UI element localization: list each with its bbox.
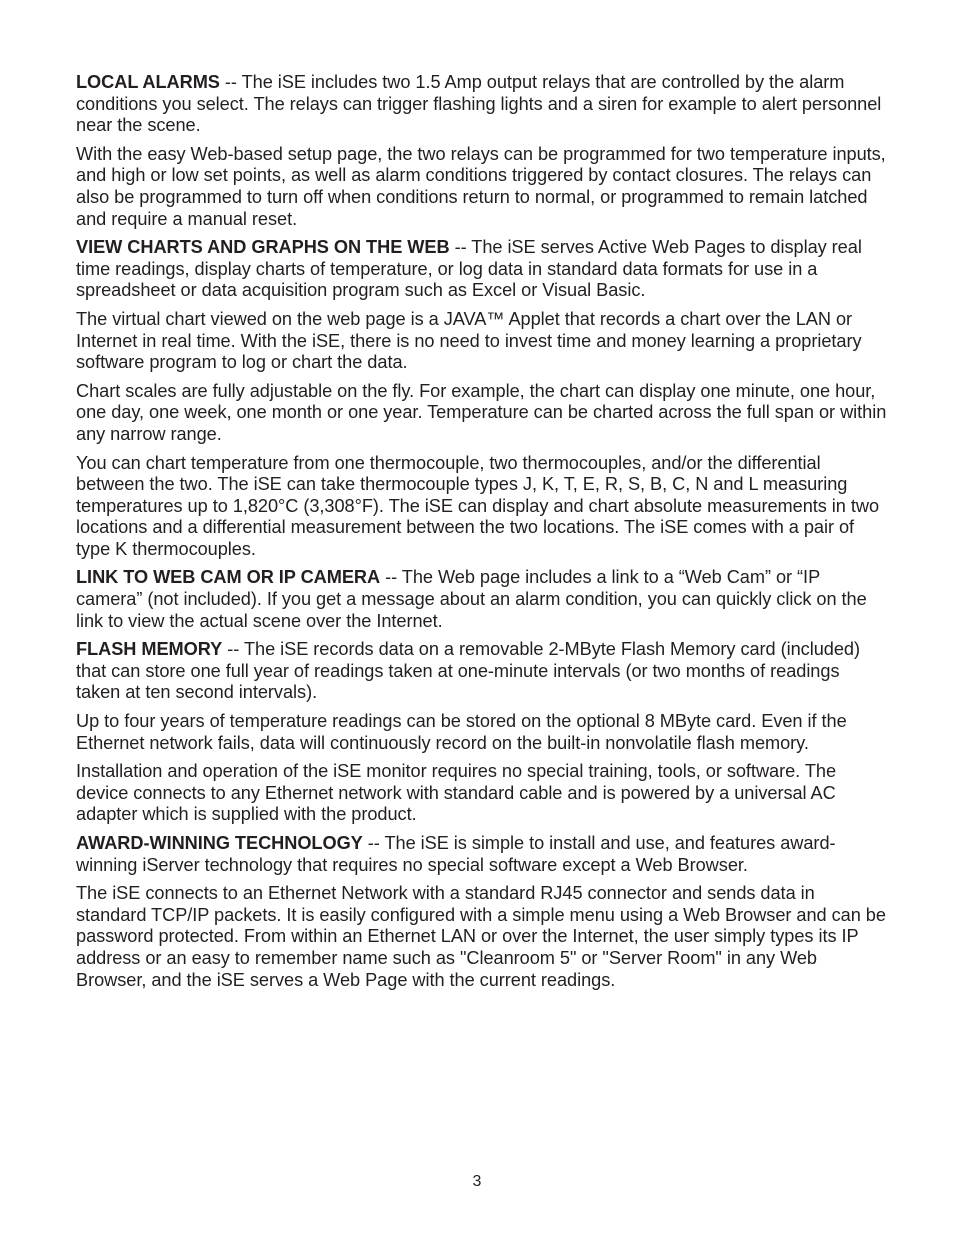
paragraph-award-winning <box>76 833 888 876</box>
section-heading: AWARD-WINNING TECHNOLOGY <box>76 833 363 853</box>
paragraph-text: With the easy Web-based setup page, the two relays can be programmed for two temperature inputs, and high or low set points, as well as alarm conditions triggered by contact closures. The relays can also be programmed to turn off when conditions return to normal, or programmed to remain latched and require a manual reset. <box>76 143 886 229</box>
paragraph-text: The iSE connects to an Ethernet Network with a standard RJ45 connector and sends data in standard TCP/IP packets. It is easily configured with a simple menu using a Web Browser and can be password protected. From within an Ethernet LAN or over the Internet, the user simply types its IP address or an easy to remember name such as "Cleanroom 5" or "Server Room" in any Web Browser, and the iSE serves a Web Page with the current readings. <box>76 883 886 990</box>
paragraph-ethernet <box>76 883 888 991</box>
section-heading: FLASH MEMORY <box>76 639 223 660</box>
paragraph-text: You can chart temperature from one thermocouple, two thermocouples, and/or the differential between the two. The iSE can take thermocouple types J, K, T, E, R, S, B, C, N and L measuring temperatures up to 1,820°C (3,308°F). The iSE can display and chart absolute measurements in two locations and a differential measurement between the two locations. The iSE comes with a pair of type K thermocouples. <box>76 452 880 559</box>
paragraph-storage <box>76 711 888 754</box>
paragraph-text: -- The iSE serves Active Web Pages to display real time readings, display charts of temperature, or log data in standard data formats for use in a spreadsheet or data acquisition program such as Excel or Visual Basic. <box>76 237 862 301</box>
section-heading: VIEW CHARTS AND GRAPHS ON THE WEB <box>76 237 450 258</box>
paragraph-thermocouples <box>76 453 888 561</box>
paragraph-text: Chart scales are fully adjustable on the fly. For example, the chart can display one minute, one hour, one day, one week, one month or one year. Temperature can be charted across the full span or within any narrow range. <box>76 380 887 444</box>
paragraph-text: The virtual chart viewed on the web page is a JAVA™ Applet that records a chart over the LAN or Internet in real time. With the iSE, there is no need to invest time and money learning a proprietary software program to log or chart the data. <box>76 308 862 373</box>
paragraph-local-alarms <box>76 72 888 137</box>
section-heading: LINK TO WEB CAM OR IP CAMERA <box>76 567 381 588</box>
paragraph-text: -- The Web page includes a link to a “Web Cam” or “IP camera” (not included). If you get a message about an alarm condition, you can quickly click on the link to view the actual scene over the Internet. <box>76 567 867 631</box>
section-heading: LOCAL ALARMS <box>76 72 220 92</box>
paragraph-text: Installation and operation of the iSE monitor requires no special training, tools, or software. The device connects to any Ethernet network with standard cable and is powered by a universal AC adapter which is supplied with the product. <box>76 761 837 825</box>
paragraph-text: -- The iSE records data on a removable 2-MByte Flash Memory card (included) that can store one full year of readings taken at one-minute intervals (or two months of readings taken at ten second intervals). <box>76 639 860 703</box>
page-content <box>76 72 888 998</box>
paragraph-text: Up to four years of temperature readings can be stored on the optional 8 MByte card. Even if the Ethernet network fails, data will continuously record on the built-in nonvolatile flash memory. <box>76 711 847 753</box>
paragraph-virtual-chart <box>76 309 888 374</box>
paragraph-relay-setup <box>76 144 888 230</box>
paragraph-chart-scales <box>76 381 888 446</box>
paragraph-text: -- The iSE is simple to install and use, and features award-winning iServer technology that requires no special software except a Web Browser. <box>76 833 836 875</box>
paragraph-installation <box>76 761 888 826</box>
paragraph-text: -- The iSE includes two 1.5 Amp output relays that are controlled by the alarm conditions you select. The relays can trigger flashing lights and a siren for example to alert personnel near the scene. <box>76 72 882 136</box>
paragraph-web-cam <box>76 567 888 632</box>
paragraph-view-charts <box>76 237 888 302</box>
paragraph-flash-memory <box>76 639 888 704</box>
page-number: 3 <box>472 1173 482 1190</box>
